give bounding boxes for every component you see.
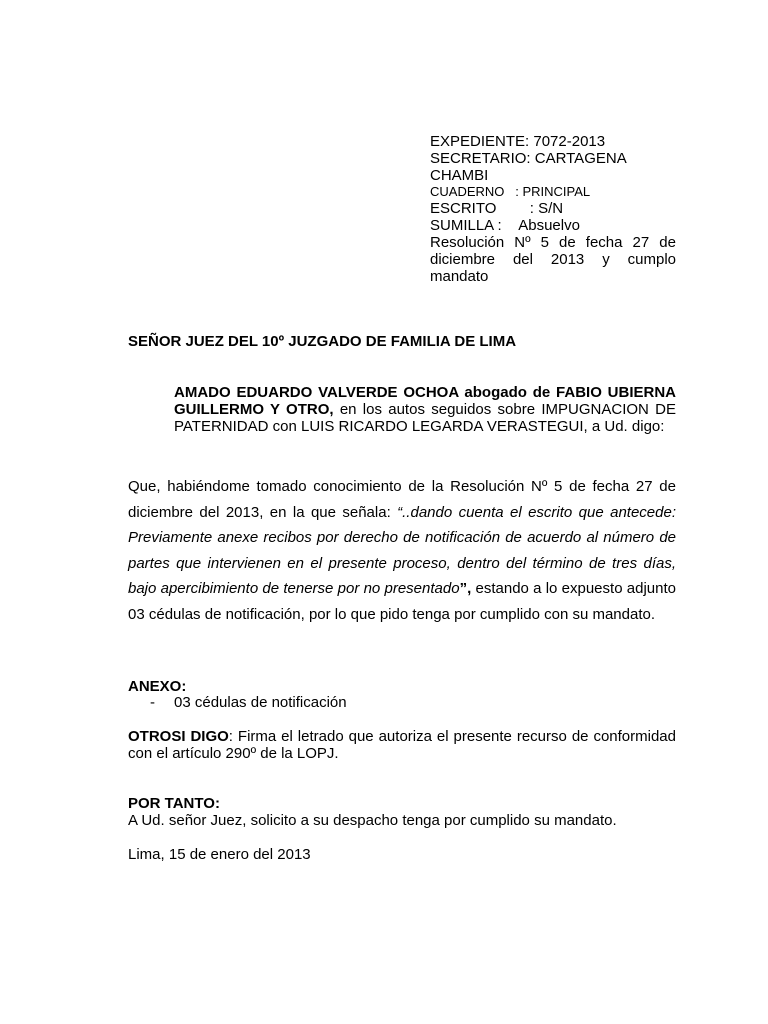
body-paragraph <box>128 474 676 627</box>
secretario-line-2: CHAMBI <box>430 167 489 184</box>
body-quote: “..dando cuenta el escrito que antecede: Previamente anexe recibos por derecho de notificación de acuerdo al número de partes que intervienen en el presente proceso, dentro del término de tres días, bajo apercibimiento de tenerse por no presentado <box>128 503 676 597</box>
anexo-item-text: 03 cédulas de notificación <box>174 694 347 711</box>
otrosi-paragraph <box>128 728 676 762</box>
sumilla-line-4: mandato <box>430 268 489 285</box>
case-header <box>430 133 676 285</box>
cuaderno-line <box>430 184 676 200</box>
sumilla-first: Absuelvo <box>518 217 580 234</box>
sumilla-line-3: diciembre del 2013 y cumplo <box>430 251 676 268</box>
cuaderno-label: CUADERNO <box>430 184 505 199</box>
intro-bold: AMADO EDUARDO VALVERDE OCHOA abogado de FABIO UBIERNA GUILLERMO Y OTRO, <box>174 384 676 418</box>
sumilla-line-2: Resolución Nº 5 de fecha 27 de <box>430 234 676 251</box>
escrito-label: ESCRITO <box>430 200 497 217</box>
list-dash: - <box>150 694 155 711</box>
por-tanto-text: A Ud. señor Juez, solicito a su despacho tenga por cumplido su mandato. <box>128 812 617 829</box>
escrito-value: : S/N <box>529 200 564 217</box>
otrosi-label: OTROSI DIGO <box>128 728 229 745</box>
anexo-list-item <box>150 694 347 711</box>
expediente-line: EXPEDIENTE: 7072-2013 <box>430 133 606 150</box>
body-close-quote: ”, <box>459 580 472 597</box>
body-lead: Que, habiéndome tomado conocimiento de la Resolución Nº 5 de fecha 27 de diciembre del 2013, en la que señala: <box>128 478 676 521</box>
por-tanto-title: POR TANTO: <box>128 795 220 812</box>
secretario-line: SECRETARIO: CARTAGENA <box>430 150 627 167</box>
sumilla-label: SUMILLA <box>430 217 494 234</box>
addressee-heading: SEÑOR JUEZ DEL 10º JUZGADO DE FAMILIA DE LIMA <box>128 333 517 350</box>
cuaderno-value: : PRINCIPAL <box>515 184 591 199</box>
sumilla-colon: : <box>497 217 502 234</box>
intro-rest: en los autos seguidos sobre IMPUGNACION DE PATERNIDAD con LUIS RICARDO LEGARDA VERASTEGUI, a Ud. digo: <box>174 401 676 435</box>
anexo-title: ANEXO: <box>128 678 187 695</box>
date-line: Lima, 15 de enero del 2013 <box>128 846 311 863</box>
intro-paragraph <box>174 384 676 435</box>
sumilla-line <box>430 217 676 234</box>
escrito-line <box>430 200 676 217</box>
otrosi-text: : Firma el letrado que autoriza el presente recurso de conformidad con el artículo 290º de la LOPJ. <box>128 728 676 762</box>
body-tail: estando a lo expuesto adjunto 03 cédulas de notificación, por lo que pido tenga por cumplido con su mandato. <box>128 580 676 623</box>
